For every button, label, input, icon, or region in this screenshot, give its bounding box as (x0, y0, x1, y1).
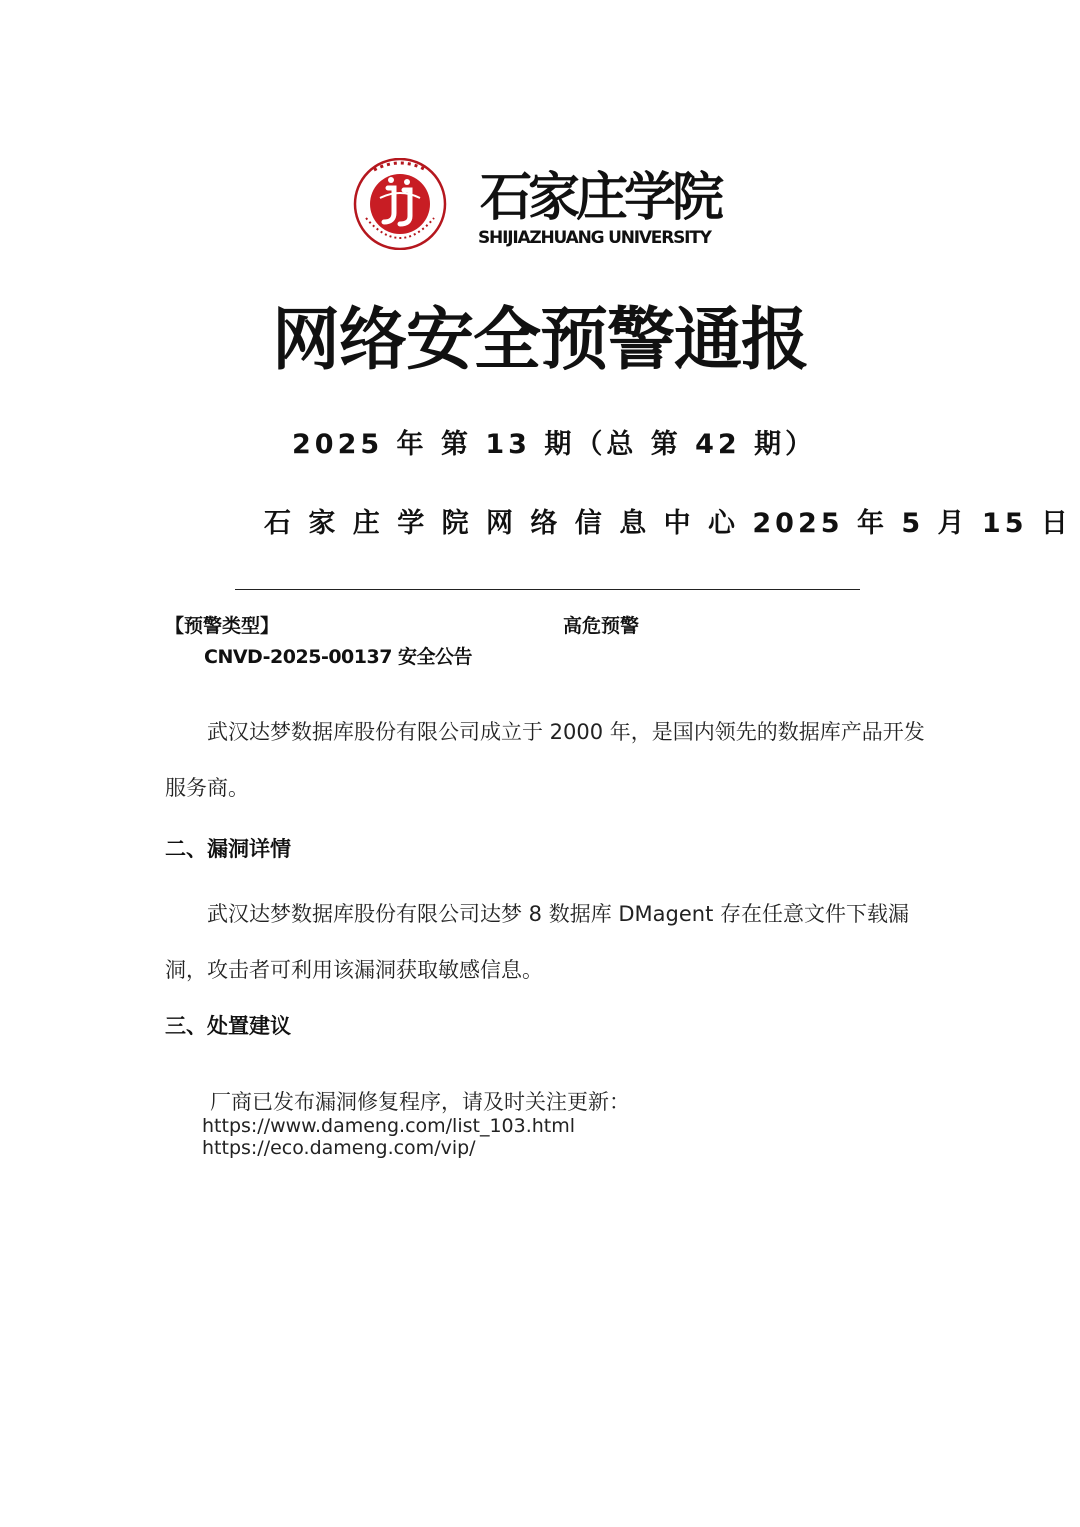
alert-id: CNVD-2025-00137 安全公告 (204, 646, 473, 668)
intro-paragraph-line-2: 服务商。 (165, 776, 249, 800)
university-name-en: SHIJIAZHUANG UNIVERSITY (478, 228, 711, 248)
vendor-url-link[interactable]: https://www.dameng.com/list_103.html (202, 1115, 576, 1137)
university-name-cn: 石家庄学院 (480, 168, 721, 228)
issue-number: 2025 年 第 13 期（总 第 42 期） (292, 429, 817, 460)
alert-type-label: 【预警类型】 (165, 615, 280, 637)
alert-level: 高危预警 (563, 615, 640, 637)
issuer-and-date: 石 家 庄 学 院 网 络 信 息 中 心 2025 年 5 月 15 日 (264, 508, 1072, 539)
section-remediation-heading: 三、处置建议 (165, 1014, 291, 1038)
header-divider (235, 589, 860, 590)
vulnerability-paragraph-line-2: 洞，攻击者可利用该漏洞获取敏感信息。 (165, 958, 543, 982)
section-vulnerability-details-heading: 二、漏洞详情 (165, 837, 291, 861)
vulnerability-paragraph-line-1: 武汉达梦数据库股份有限公司达梦 8 数据库 DMagent 存在任意文件下载漏 (207, 902, 910, 926)
intro-paragraph-line-1: 武汉达梦数据库股份有限公司成立于 2000 年，是国内领先的数据库产品开发 (207, 720, 925, 744)
document-title: 网络安全预警通报 (271, 301, 808, 380)
vendor-url-link[interactable]: https://eco.dameng.com/vip/ (202, 1137, 476, 1159)
remediation-advice: 厂商已发布漏洞修复程序，请及时关注更新： (210, 1090, 630, 1114)
university-seal-logo (350, 158, 450, 250)
